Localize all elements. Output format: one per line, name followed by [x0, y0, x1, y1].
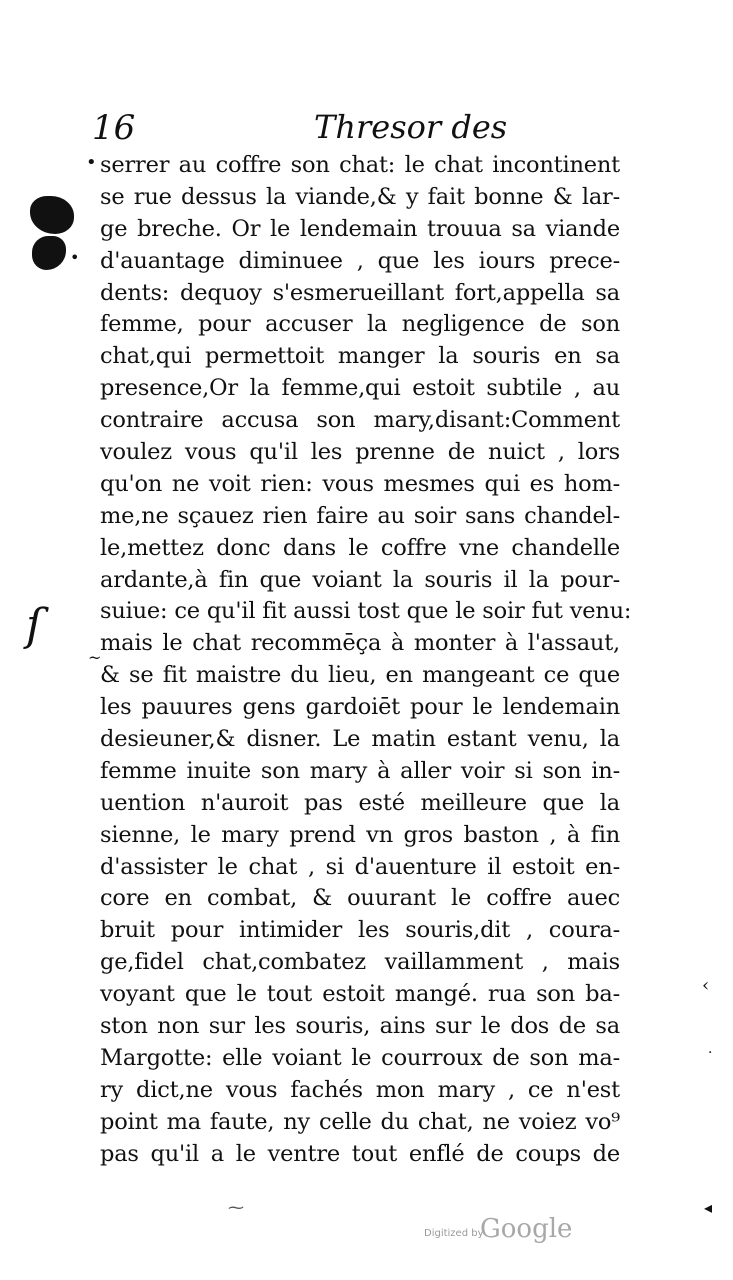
- text-line: dents: dequoy s'esmerueillant fort,appella sa: [100, 279, 620, 306]
- footer-speck: ⁓: [228, 1198, 244, 1217]
- text-line: le,mettez donc dans le coffre vne chandelle: [100, 534, 620, 561]
- text-line: contraire accusa son mary,disant:Comment: [100, 407, 620, 434]
- edge-speck: ·: [708, 1045, 713, 1061]
- text-line: ry dict,ne vous fachés mon mary , ce n'est: [100, 1076, 620, 1103]
- text-line: femme inuite son mary à aller voir si son in-: [100, 757, 620, 784]
- text-line: sienne, le mary prend vn gros baston , à fin: [100, 821, 620, 848]
- text-line: uention n'auroit pas esté meilleure que la: [100, 789, 620, 816]
- text-line: se rue dessus la viande,& y fait bonne & lar-: [100, 183, 620, 210]
- text-line: presence,Or la femme,qui estoit subtile , au: [100, 375, 620, 402]
- text-line: desieuner,& disner. Le matin estant venu, la: [100, 726, 620, 753]
- text-line: les pauures gens gardoiēt pour le lendemain: [100, 694, 620, 721]
- handwritten-margin-mark: ſ: [26, 600, 43, 651]
- edge-speck: ‹: [702, 975, 710, 996]
- text-line: ge,fidel chat,combatez vaillamment , mais: [100, 949, 620, 976]
- text-line: Margotte: elle voiant le courroux de son ma-: [100, 1044, 620, 1071]
- text-line: bruit pour intimider les souris,dit , coura-: [100, 917, 620, 944]
- text-line: pas qu'il a le ventre tout enflé de coups de: [100, 1140, 620, 1167]
- google-logo-text: Google: [480, 1214, 573, 1244]
- edge-speck: ◂: [704, 1198, 713, 1217]
- ink-blot: [32, 236, 66, 270]
- text-line: voulez vous qu'il les prenne de nuict , lors: [100, 439, 620, 466]
- text-line: d'auantage diminuee , que les iours prece-: [100, 247, 620, 274]
- text-line: suiue: ce qu'il fit aussi tost que le soir fut venu:: [100, 598, 632, 625]
- text-line: core en combat, & ouurant le coffre auec: [100, 885, 620, 912]
- margin-tick: •: [70, 248, 80, 267]
- text-line: chat,qui permettoit manger la souris en sa: [100, 343, 620, 370]
- text-line: d'assister le chat , si d'auenture il estoit en-: [100, 853, 620, 880]
- body-text: [100, 150, 632, 1171]
- text-line: mais le chat recommēça à monter à l'assaut,: [100, 630, 620, 657]
- text-line: ge breche. Or le lendemain trouua sa viande: [100, 215, 620, 242]
- text-line: ardante,à fin que voiant la souris il la pour-: [100, 566, 620, 593]
- text-line: voyant que le tout estoit mangé. rua son ba-: [100, 981, 620, 1008]
- text-line: & se fit maistre du lieu, en mangeant ce que: [100, 662, 620, 689]
- running-title: Thresor des: [314, 108, 508, 146]
- page-header: [92, 108, 632, 154]
- text-line: ston non sur les souris, ains sur le dos de sa: [100, 1013, 620, 1040]
- page-number: 16: [92, 108, 136, 148]
- digitized-label: Digitized by: [424, 1228, 484, 1239]
- text-line: qu'on ne voit rien: vous mesmes qui es hom-: [100, 470, 620, 497]
- text-line: serrer au coffre son chat: le chat incontinent: [100, 152, 620, 178]
- text-line: me,ne sçauez rien faire au soir sans chandel-: [100, 502, 620, 529]
- ink-blot: [30, 196, 74, 234]
- text-line: femme, pour accuser la negligence de son: [100, 311, 620, 338]
- margin-dot: •: [86, 152, 97, 173]
- text-line: point ma faute, ny celle du chat, ne voiez vo⁹: [100, 1108, 620, 1135]
- margin-dash: ~: [88, 648, 102, 667]
